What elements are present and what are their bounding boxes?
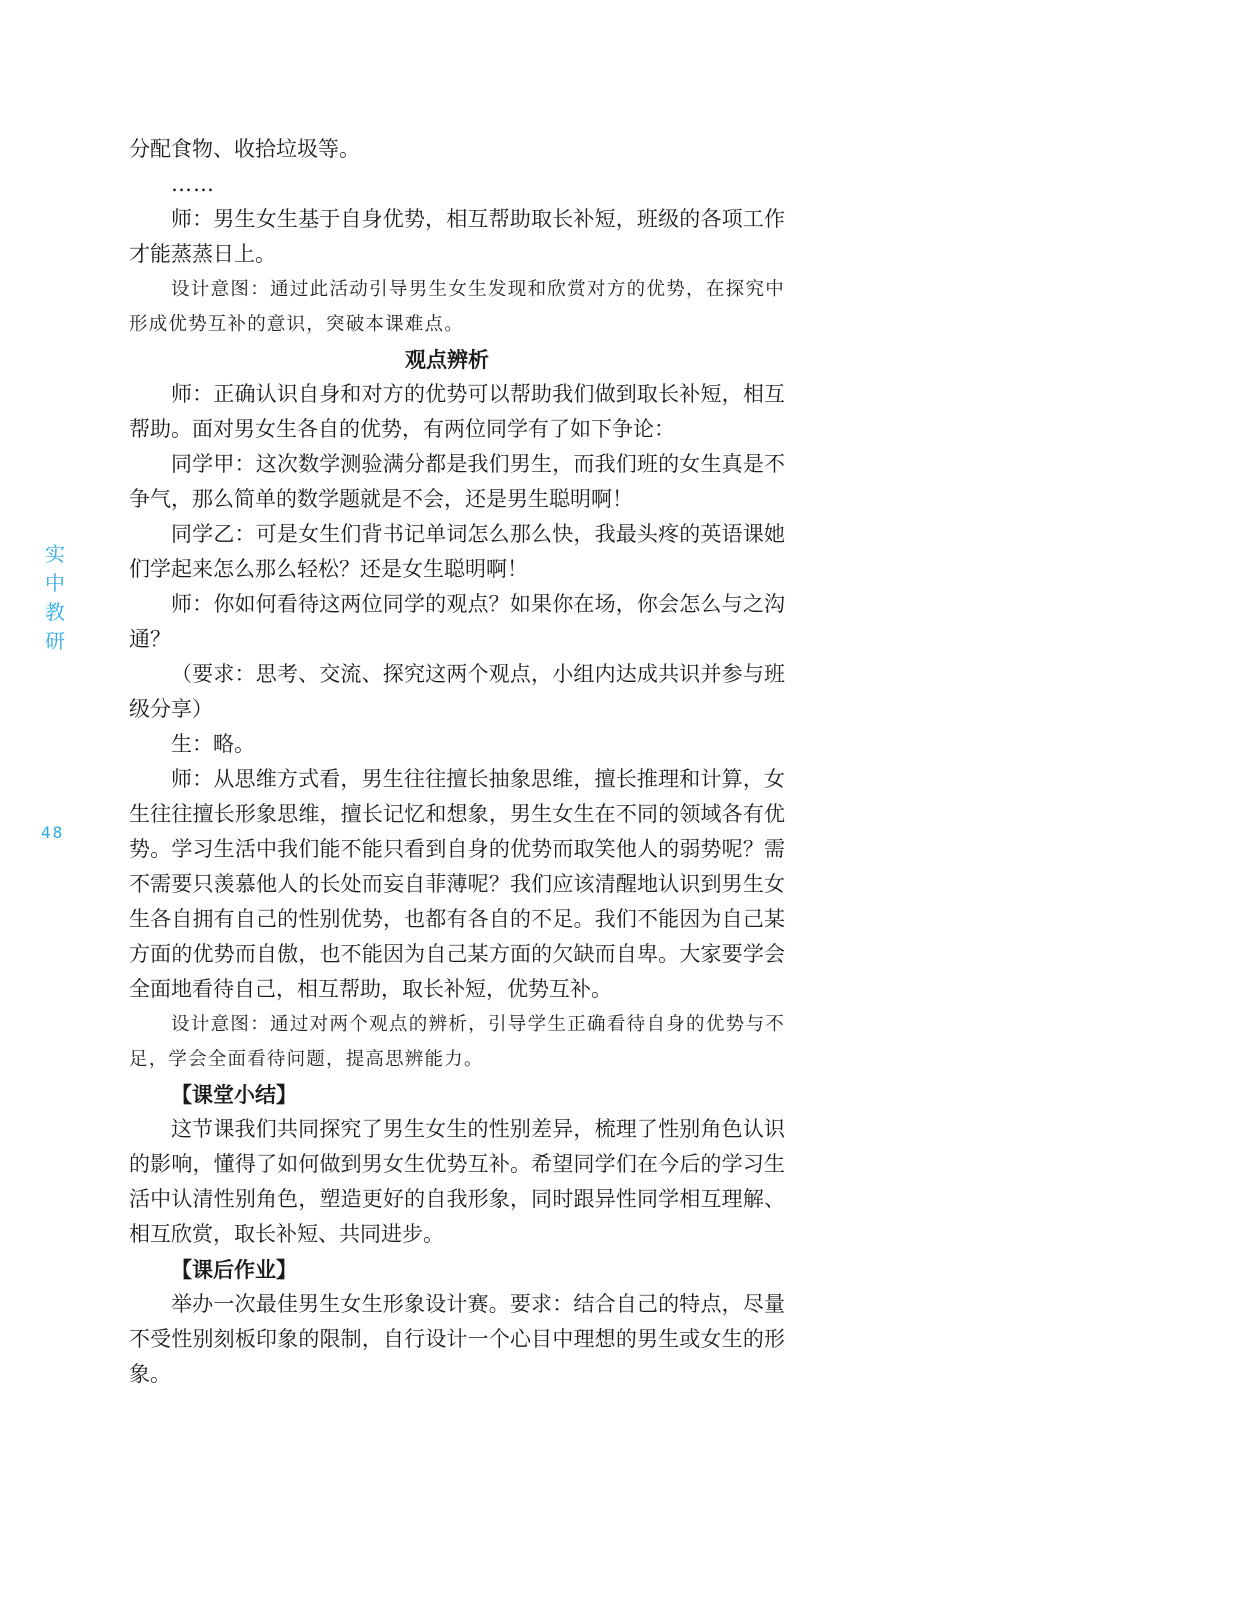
paragraph: 师：男生女生基于自身优势，相互帮助取长补短，班级的各项工作才能蒸蒸日上。: [129, 207, 785, 266]
paragraph: （要求：思考、交流、探究这两个观点，小组内达成共识并参与班级分享）: [129, 662, 785, 721]
section-bracket-heading: 【课后作业】: [171, 1257, 297, 1282]
paragraph: 师：你如何看待这两位同学的观点？如果你在场，你会怎么与之沟通？: [129, 592, 785, 651]
paragraph: 师：正确认识自身和对方的优势可以帮助我们做到取长补短，相互帮助。面对男女生各自的优势，有两位同学有了如下争论：: [129, 382, 785, 441]
paragraph: 这节课我们共同探究了男生女生的性别差异，梳理了性别角色认识的影响，懂得了如何做到男女生优势互补。希望同学们在今后的学习生活中认清性别角色，塑造更好的自我形象，同时跟异性同学相互理解、相互欣赏，取长补短、共同进步。: [129, 1117, 785, 1246]
section-heading: 观点辨析: [405, 347, 489, 372]
page-content: [129, 132, 785, 1392]
paragraph: 同学甲：这次数学测验满分都是我们男生，而我们班的女生真是不争气，那么简单的数学题就是不会，还是男生聪明啊！: [129, 452, 785, 511]
side-label-char: 研: [45, 629, 65, 653]
paragraph: 同学乙：可是女生们背书记单词怎么那么快，我最头疼的英语课她们学起来怎么那么轻松？还是女生聪明啊！: [129, 522, 785, 581]
design-intent: 设计意图：通过此活动引导男生女生发现和欣赏对方的优势，在探究中形成优势互补的意识，突破本课难点。: [129, 279, 785, 335]
side-label-char: 中: [45, 571, 65, 595]
page-number: 48: [41, 823, 65, 842]
section-bracket-heading: 【课堂小结】: [171, 1082, 297, 1107]
design-intent: 设计意图：通过对两个观点的辨析，引导学生正确看待自身的优势与不足，学会全面看待问题，提高思辨能力。: [129, 1014, 785, 1070]
paragraph: 分配食物、收拾垃圾等。: [129, 137, 360, 161]
paragraph: 生：略。: [171, 732, 255, 756]
paragraph: 举办一次最佳男生女生形象设计赛。要求：结合自己的特点，尽量不受性别刻板印象的限制，自行设计一个心目中理想的男生或女生的形象。: [129, 1292, 785, 1386]
side-label-char: 实: [45, 542, 65, 566]
paragraph: ……: [171, 172, 215, 196]
paragraph: 师：从思维方式看，男生往往擅长抽象思维，擅长推理和计算，女生往往擅长形象思维，擅长记忆和想象，男生女生在不同的领域各有优势。学习生活中我们能不能只看到自身的优势而取笑他人的弱势呢？需不需要只羡慕他人的长处而妄自菲薄呢？我们应该清醒地认识到男生女生各自拥有自己的性别优势，也都有各自的不足。我们不能因为自己某方面的优势而自傲，也不能因为自己某方面的欠缺而自卑。大家要学会全面地看待自己，相互帮助，取长补短，优势互补。: [129, 767, 785, 1001]
side-label: [43, 540, 67, 656]
side-label-char: 教: [45, 600, 65, 624]
